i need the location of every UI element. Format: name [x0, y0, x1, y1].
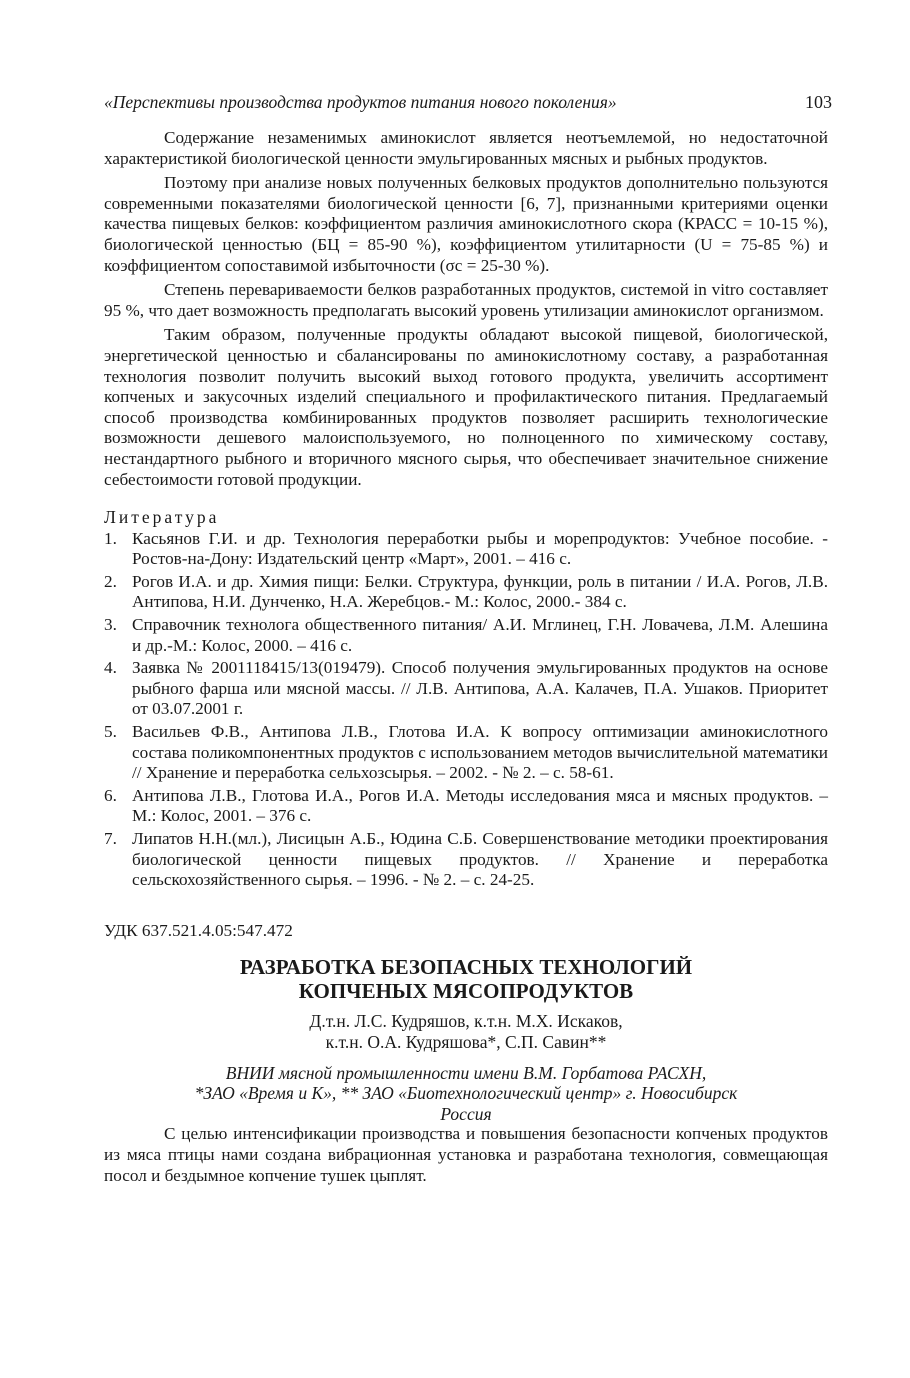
reference-number: 3. — [104, 615, 117, 635]
reference-number: 7. — [104, 829, 117, 848]
article-title — [104, 955, 828, 1003]
reference-number: 4. — [104, 658, 117, 678]
reference-text: Липатов Н.Н.(мл.), Лисицын А.Б., Юдина С.Б. Совершенствование методики проектирования биологической ценности пищевых продуктов. // Хранение и переработка сельскохозяйственного сырья. – 1996. - № 2. – с. 24-25. — [132, 829, 828, 890]
authors-line: Д.т.н. Л.С. Кудряшов, к.т.н. М.Х. Искаков, — [309, 1011, 623, 1032]
reference-item — [104, 829, 828, 891]
affiliation-line: Россия — [440, 1103, 492, 1124]
paragraph-biological-value-indicators: Поэтому при анализе новых полученных белковых продуктов дополнительно пользуются современными показателями биологической ценности [6, 7], признанными критериями оценки качества пищевых белков: коэффициентом различия аминокислотного скора (КРАСС = 10-15 %), биологической ценностью (БЦ = 85-90 %), коэффициентом утилитарности (U = 75-85 %) и коэффициентом сопоставимой избыточности (σс = 25-30 %). — [104, 173, 828, 275]
running-title: «Перспективы производства продуктов питания нового поколения» — [104, 92, 617, 112]
reference-item — [104, 722, 828, 784]
article-authors — [104, 1011, 828, 1052]
reference-item — [104, 615, 828, 656]
reference-number: 1. — [104, 528, 117, 548]
paragraph-essential-amino-acids: Содержание незаменимых аминокислот является неотъемлемой, но недостаточной характеристикой биологической ценности эмульгированных мясных и рыбных продуктов. — [104, 128, 828, 168]
page-number: 103 — [805, 92, 832, 112]
reference-list — [104, 529, 828, 891]
paragraph-digestibility: Степень перевариваемости белков разработанных продуктов, системой in vitro составляет 95 %, что дает возможность предполагать высокий уровень утилизации аминокислот организмом. — [104, 280, 828, 320]
reference-text: Справочник технолога общественного питания/ А.И. Мглинец, Г.Н. Ловачева, Л.М. Алешина и др.-М.: Колос, 2000. – 416 с. — [132, 615, 828, 655]
article-abstract: С целью интенсификации производства и повышения безопасности копченых продуктов из мяса птицы нами создана вибрационная установка и разработана технология, совмещающая посол и бездымное копчение тушек цыплят. — [104, 1124, 828, 1185]
article-title-line: КОПЧЕНЫХ МЯСОПРОДУКТОВ — [298, 979, 634, 1004]
reference-number: 2. — [104, 571, 117, 591]
reference-text: Рогов И.А. и др. Химия пищи: Белки. Структура, функции, роль в питании / И.А. Рогов, Л.В. Антипова, Н.И. Дунченко, Н.А. Жеребцов.- М.: Колос, 2000.- 384 с. — [132, 571, 828, 612]
affiliation-line: ВНИИ мясной промышленности имени В.М. Горбатова РАСХН, — [225, 1062, 707, 1083]
article-affiliations — [104, 1063, 828, 1125]
reference-text: Заявка № 2001118415/13(019479). Способ получения эмульгированных продуктов на основе рыбного фарша или мясной массы. // Л.В. Антипова, А.А. Калачев, П.А. Ушаков. Приоритет от 03.07.2001 г. — [132, 658, 828, 719]
reference-item — [104, 572, 828, 613]
affiliation-line: *ЗАО «Время и К», ** ЗАО «Биотехнологический центр» г. Новосибирск — [194, 1083, 738, 1104]
reference-text: Васильев Ф.В., Антипова Л.В., Глотова И.А. К вопросу оптимизации аминокислотного состава поликомпонентных продуктов с использованием методов вычислительной математики // Хранение и переработка сельхозсырья. – 2002. - № 2. – с. 58-61. — [132, 722, 828, 783]
reference-item — [104, 786, 828, 827]
reference-number: 5. — [104, 722, 117, 742]
article-title-line: РАЗРАБОТКА БЕЗОПАСНЫХ ТЕХНОЛОГИЙ — [239, 955, 693, 980]
running-header — [104, 92, 832, 113]
authors-line: к.т.н. О.А. Кудряшова*, С.П. Савин** — [325, 1031, 607, 1052]
literature-heading: Литература — [104, 507, 220, 528]
reference-number: 6. — [104, 785, 117, 805]
reference-item — [104, 529, 828, 570]
page-body — [104, 128, 828, 1190]
reference-text: Касьянов Г.И. и др. Технология переработки рыбы и морепродуктов: Учебное пособие. - Ростов-на-Дону: Издательский центр «Март», 2001. – 416 с. — [132, 528, 828, 569]
reference-text: Антипова Л.В., Глотова И.А., Рогов И.А. Методы исследования мяса и мясных продуктов. – М.: Колос, 2001. – 376 с. — [132, 785, 828, 826]
paragraph-conclusion: Таким образом, полученные продукты обладают высокой пищевой, биологической, энергетической ценностью и сбалансированы по аминокислотному составу, а разработанная технология позволит получить высокий выход готового продукта, увеличить ассортимент копченых и закусочных изделий специального и профилактического питания. Предлагаемый способ производства комбинированных продуктов позволяет расширить технологические возможности дешевого малоиспользуемого, но полноценного по химическому составу, нестандартного рыбного и вторичного мясного сырья, что обеспечивает значительное снижение себестоимости готовой продукции. — [104, 325, 828, 489]
reference-item — [104, 658, 828, 720]
udk-code: УДК 637.521.4.05:547.472 — [104, 920, 293, 940]
